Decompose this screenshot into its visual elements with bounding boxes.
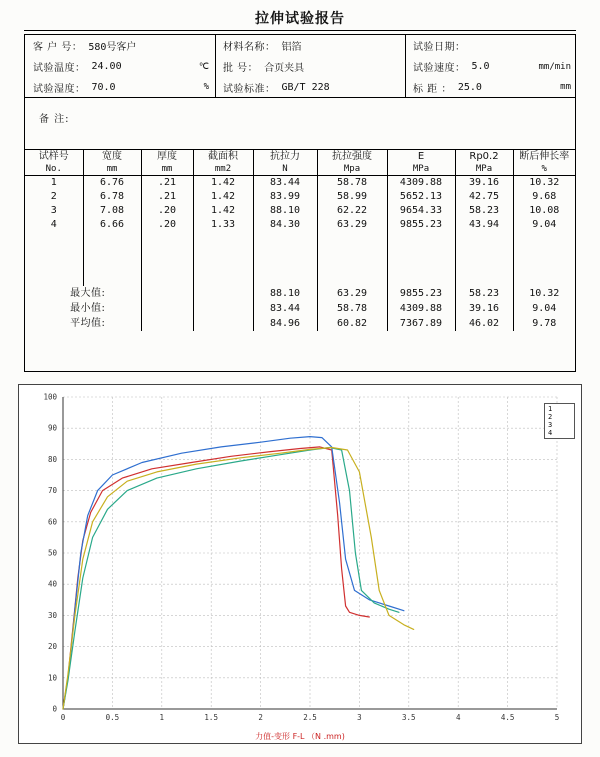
summary-label: 平均值: [70, 318, 106, 329]
cell-sample-no: 1 [25, 176, 83, 191]
field-value: 5.0 [471, 61, 490, 72]
info-divider-2 [405, 35, 406, 97]
cell-area: 1.42 [193, 176, 253, 191]
table-header-row [25, 150, 575, 176]
cell-elongation: 10.08 [513, 204, 575, 218]
summary-modulus: 4309.88 [387, 301, 455, 316]
field-customer-no [25, 35, 215, 56]
field-test-standard [215, 77, 405, 97]
field-test-speed [405, 56, 577, 77]
svg-text:20: 20 [47, 642, 57, 652]
svg-text:2: 2 [258, 713, 263, 722]
svg-text:3.5: 3.5 [402, 713, 416, 722]
summary-rp02: 39.16 [455, 301, 513, 316]
remark-box [24, 98, 576, 150]
summary-thickness [141, 286, 193, 301]
cell-elongation: 9.68 [513, 190, 575, 204]
field-test-temperature [25, 56, 215, 77]
field-value: 铝箔 [281, 42, 302, 53]
chart-svg [19, 385, 581, 743]
svg-text:90: 90 [47, 423, 57, 433]
col-rp02: Rp0.2 MPa [455, 150, 513, 176]
summary-force: 88.10 [253, 286, 317, 301]
legend-item-4: 4 [548, 429, 553, 437]
field-value: 25.0 [457, 81, 482, 93]
summary-area [193, 301, 253, 316]
header-info-box [24, 34, 576, 98]
cell-strength: 58.78 [317, 176, 387, 191]
cell-sample-no: 4 [50, 219, 57, 230]
col-tensile-force: 抗拉力 N [253, 150, 317, 176]
chart-canvas-wrap [19, 385, 581, 743]
svg-text:0: 0 [52, 704, 57, 714]
svg-text:2.5: 2.5 [303, 713, 317, 722]
svg-text:0.5: 0.5 [105, 713, 120, 722]
legend-item-2: 2 [548, 413, 553, 421]
cell-width: 6.78 [83, 190, 141, 204]
summary-elongation: 9.78 [513, 316, 575, 331]
table-row [25, 218, 575, 232]
svg-text:70: 70 [47, 486, 57, 496]
col-thickness: 厚度 mm [141, 150, 193, 176]
cell-elongation: 10.32 [513, 176, 575, 191]
cell-modulus: 9654.33 [387, 204, 455, 218]
stress-strain-chart [18, 384, 582, 744]
field-value: 70.0 [91, 81, 116, 93]
svg-text:60: 60 [47, 517, 57, 527]
cell-area: 1.42 [193, 190, 253, 204]
chart-x-axis-label: 力值-变形 F-L （N .mm) [255, 732, 345, 741]
svg-text:40: 40 [47, 579, 57, 589]
summary-label: 最小值: [70, 303, 106, 314]
summary-modulus: 9855.23 [387, 286, 455, 301]
cell-sample-no: 3 [50, 205, 57, 216]
cell-thickness: .20 [141, 218, 193, 232]
svg-text:4.5: 4.5 [500, 713, 515, 722]
svg-text:10: 10 [47, 673, 57, 683]
summary-area [193, 316, 253, 331]
svg-text:4: 4 [455, 713, 461, 722]
svg-text:80: 80 [47, 454, 57, 464]
summary-strength: 63.29 [317, 286, 387, 301]
summary-row-avg [25, 316, 575, 331]
cell-area: 1.42 [193, 204, 253, 218]
col-elongation: 断后伸长率 % [513, 150, 575, 176]
summary-rp02: 46.02 [455, 316, 513, 331]
summary-modulus: 7367.89 [387, 316, 455, 331]
cell-area: 1.33 [193, 218, 253, 232]
summary-strength: 60.82 [317, 316, 387, 331]
remark-label: 备 注: [39, 114, 70, 125]
summary-thickness [141, 301, 193, 316]
cell-sample-no: 2 [50, 191, 57, 202]
field-test-humidity [25, 77, 215, 97]
cell-width: 6.66 [83, 218, 141, 232]
field-label: 试验速度： [413, 63, 466, 74]
summary-thickness [141, 316, 193, 331]
cell-thickness: .21 [141, 190, 193, 204]
field-label: 标 距 ： [413, 83, 452, 95]
cell-rp02: 39.16 [455, 176, 513, 191]
field-unit: % [203, 82, 209, 92]
header-info-grid [25, 35, 575, 97]
cell-thickness: .20 [141, 204, 193, 218]
summary-elongation: 9.04 [513, 301, 575, 316]
field-label: 试验湿度： [33, 83, 86, 95]
col-area: 截面积 mm2 [193, 150, 253, 176]
summary-row-max [25, 286, 575, 301]
cell-modulus: 9855.23 [387, 218, 455, 232]
cell-modulus: 4309.88 [387, 176, 455, 191]
table-row [25, 190, 575, 204]
field-test-date [405, 35, 577, 56]
cell-force: 84.30 [253, 218, 317, 232]
field-unit: mm/min [538, 61, 571, 72]
field-label: 批 号： [223, 63, 259, 74]
svg-text:100: 100 [43, 392, 57, 402]
cell-width: 7.08 [83, 204, 141, 218]
col-width: 宽度 mm [83, 150, 141, 176]
cell-force: 88.10 [253, 204, 317, 218]
field-unit: ℃ [198, 61, 209, 72]
cell-strength: 58.99 [317, 190, 387, 204]
table-row [25, 204, 575, 218]
summary-rp02: 58.23 [455, 286, 513, 301]
info-divider-1 [215, 35, 216, 97]
chart-legend [544, 403, 575, 439]
field-value: 24.00 [91, 61, 122, 72]
summary-area [193, 286, 253, 301]
results-table [25, 150, 575, 331]
cell-force: 83.44 [253, 176, 317, 191]
cell-force: 83.99 [253, 190, 317, 204]
summary-elongation: 10.32 [513, 286, 575, 301]
field-value: GB/T 228 [281, 81, 330, 93]
cell-strength: 63.29 [317, 218, 387, 232]
cell-modulus: 5652.13 [387, 190, 455, 204]
summary-strength: 58.78 [317, 301, 387, 316]
field-label: 试验温度： [33, 63, 86, 74]
legend-item-3: 3 [548, 421, 553, 429]
legend-item-1: 1 [548, 405, 553, 413]
svg-text:3: 3 [357, 713, 362, 722]
field-value: 合页夹具 [264, 63, 305, 74]
field-label: 试验日期： [413, 42, 466, 53]
cell-rp02: 58.23 [455, 204, 513, 218]
field-material-name [215, 35, 405, 56]
svg-text:5: 5 [554, 713, 560, 722]
field-batch-no [215, 56, 405, 77]
table-row [25, 176, 575, 191]
summary-row-min [25, 301, 575, 316]
col-tensile-strength: 抗拉强度 Mpa [317, 150, 387, 176]
svg-text:1: 1 [159, 713, 165, 722]
cell-strength: 62.22 [317, 204, 387, 218]
summary-label: 最大值: [70, 288, 106, 299]
cell-rp02: 43.94 [455, 218, 513, 232]
svg-text:0: 0 [60, 713, 66, 722]
field-unit: mm [560, 82, 571, 92]
col-sample-no: 试样号 No. [38, 151, 69, 174]
cell-thickness: .21 [141, 176, 193, 191]
svg-text:30: 30 [47, 610, 57, 620]
svg-text:50: 50 [47, 548, 57, 558]
field-label: 客 户 号： [33, 42, 83, 53]
cell-rp02: 42.75 [455, 190, 513, 204]
summary-force: 84.96 [253, 316, 317, 331]
col-modulus: E MPa [387, 150, 455, 176]
cell-width: 6.76 [83, 176, 141, 191]
field-gauge-length [405, 77, 577, 97]
field-label: 试验标准： [223, 83, 276, 95]
field-value: 580号客户 [88, 42, 137, 53]
results-table-box [24, 150, 576, 372]
cell-elongation: 9.04 [513, 218, 575, 232]
table-blank-rows [25, 232, 575, 286]
page-title: 拉伸试验报告 [255, 11, 345, 27]
summary-force: 83.44 [253, 301, 317, 316]
field-label: 材料名称： [223, 42, 276, 53]
svg-text:1.5: 1.5 [204, 713, 218, 722]
title-underline [24, 30, 576, 31]
